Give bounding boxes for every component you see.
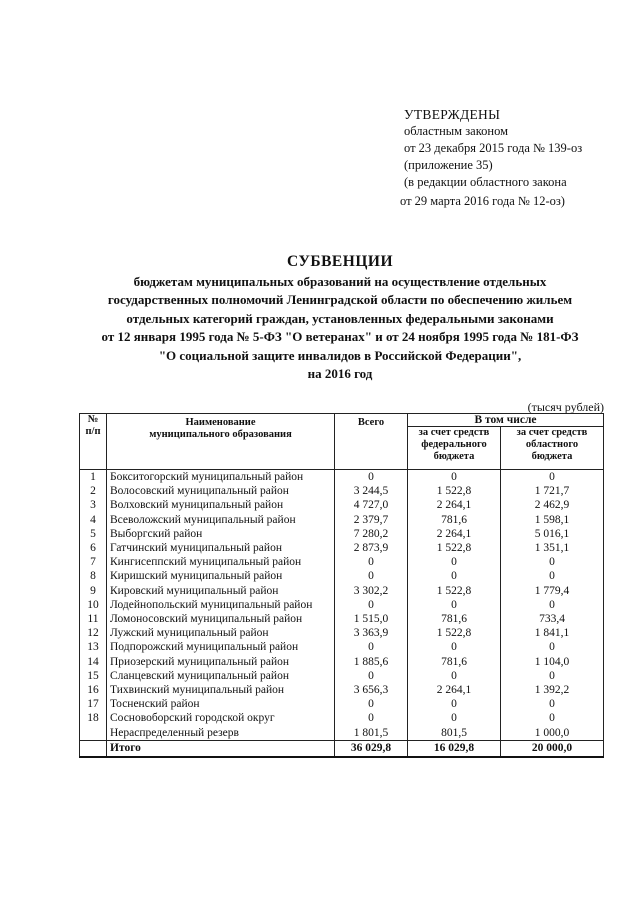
heading-line-2: государственных полномочий Ленинградской области по обеспечению жильем xyxy=(107,292,573,307)
row-federal: 1 522,8 xyxy=(408,484,501,498)
row-federal: 781,6 xyxy=(408,513,501,527)
row-name: Волховский муниципальный район xyxy=(107,498,335,512)
row-federal: 0 xyxy=(408,598,501,612)
row-regional: 1 841,1 xyxy=(501,626,604,640)
row-name: Всеволожский муниципальный район xyxy=(107,513,335,527)
row-total: 0 xyxy=(335,598,408,612)
table-row xyxy=(80,669,604,683)
row-total: 4 727,0 xyxy=(335,498,408,512)
table-row xyxy=(80,555,604,569)
table-row xyxy=(80,683,604,697)
row-regional: 0 xyxy=(501,470,604,485)
row-num: 5 xyxy=(80,527,107,541)
row-total: 1 515,0 xyxy=(335,612,408,626)
row-total: 3 656,3 xyxy=(335,683,408,697)
row-total: 0 xyxy=(335,669,408,683)
table-row xyxy=(80,598,604,612)
table-row xyxy=(80,513,604,527)
row-num: 16 xyxy=(80,683,107,697)
row-num: 9 xyxy=(80,584,107,598)
row-regional: 1 392,2 xyxy=(501,683,604,697)
row-name: Лодейнопольский муниципальный район xyxy=(107,598,335,612)
table-body xyxy=(80,470,604,741)
approval-title: УТВЕРЖДЕНЫ xyxy=(404,107,501,122)
table-row xyxy=(80,697,604,711)
row-federal: 1 522,8 xyxy=(408,584,501,598)
row-federal: 0 xyxy=(408,470,501,485)
row-num: 3 xyxy=(80,498,107,512)
row-regional: 0 xyxy=(501,569,604,583)
heading-line-3: отдельных категорий граждан, установленных федеральными законами xyxy=(126,310,554,326)
row-total: 3 244,5 xyxy=(335,484,408,498)
row-total: 0 xyxy=(335,555,408,569)
row-federal: 2 264,1 xyxy=(408,527,501,541)
total-sum: 36 029,8 xyxy=(335,740,408,757)
header-including: В том числе xyxy=(408,414,604,427)
approval-line-5: от 29 марта 2016 года № 12-оз) xyxy=(400,194,565,208)
heading-line-1: бюджетам муниципальных образований на осуществление отдельных xyxy=(133,273,547,289)
header-name: Наименование муниципального образования xyxy=(107,414,335,470)
row-name: Тосненский район xyxy=(107,697,335,711)
approval-line-3: (приложение 35) xyxy=(404,158,493,172)
table-row xyxy=(80,569,604,583)
row-regional: 1 351,1 xyxy=(501,541,604,555)
row-num: 10 xyxy=(80,598,107,612)
row-federal: 1 522,8 xyxy=(408,626,501,640)
row-num: 8 xyxy=(80,569,107,583)
row-num: 7 xyxy=(80,555,107,569)
row-num: 6 xyxy=(80,541,107,555)
row-regional: 1 000,0 xyxy=(501,726,604,741)
row-regional: 0 xyxy=(501,711,604,725)
row-name: Бокситогорский муниципальный район xyxy=(107,470,335,485)
row-federal: 781,6 xyxy=(408,612,501,626)
row-num: 12 xyxy=(80,626,107,640)
heading-line-4: от 12 января 1995 года № 5-ФЗ "О ветеранах" и от 24 ноября 1995 года № 181-ФЗ xyxy=(101,329,579,344)
row-num: 1 xyxy=(80,470,107,485)
row-name: Подпорожский муниципальный район xyxy=(107,640,335,654)
row-federal: 1 522,8 xyxy=(408,541,501,555)
row-regional: 2 462,9 xyxy=(501,498,604,512)
row-name: Приозерский муниципальный район xyxy=(107,655,335,669)
row-num: 15 xyxy=(80,669,107,683)
table-total-row xyxy=(80,740,604,757)
row-name: Киришский муниципальный район xyxy=(107,569,335,583)
heading-line-6: на 2016 год xyxy=(307,366,373,381)
row-regional: 0 xyxy=(501,598,604,612)
row-num: 2 xyxy=(80,484,107,498)
table-row xyxy=(80,655,604,669)
row-regional: 0 xyxy=(501,669,604,683)
row-total: 7 280,2 xyxy=(335,527,408,541)
row-num: 13 xyxy=(80,640,107,654)
row-federal: 0 xyxy=(408,555,501,569)
row-num: 11 xyxy=(80,612,107,626)
row-federal: 2 264,1 xyxy=(408,683,501,697)
row-name: Нераспределенный резерв xyxy=(107,726,335,741)
row-federal: 0 xyxy=(408,569,501,583)
row-total: 2 379,7 xyxy=(335,513,408,527)
subsidy-table xyxy=(79,413,604,758)
row-total: 3 363,9 xyxy=(335,626,408,640)
total-federal: 16 029,8 xyxy=(408,740,501,757)
row-total: 3 302,2 xyxy=(335,584,408,598)
row-name: Волосовский муниципальный район xyxy=(107,484,335,498)
row-name: Ломоносовский муниципальный район xyxy=(107,612,335,626)
header-regional: за счет средств областного бюджета xyxy=(501,427,604,470)
row-total: 1 801,5 xyxy=(335,726,408,741)
row-num: 4 xyxy=(80,513,107,527)
row-total: 0 xyxy=(335,697,408,711)
row-regional: 1 104,0 xyxy=(501,655,604,669)
row-federal: 0 xyxy=(408,711,501,725)
row-num: 14 xyxy=(80,655,107,669)
total-num-cell xyxy=(80,740,107,757)
table-row xyxy=(80,640,604,654)
row-name: Тихвинский муниципальный район xyxy=(107,683,335,697)
table-row xyxy=(80,527,604,541)
approval-line-2: от 23 декабря 2015 года № 139-оз xyxy=(404,141,583,155)
table-row xyxy=(80,484,604,498)
heading-line-5: "О социальной защите инвалидов в Российской Федерации", xyxy=(158,347,522,363)
row-num: 18 xyxy=(80,711,107,725)
document-heading xyxy=(70,253,610,384)
row-name: Выборгский район xyxy=(107,527,335,541)
row-total: 0 xyxy=(335,640,408,654)
table-row xyxy=(80,498,604,512)
row-federal: 2 264,1 xyxy=(408,498,501,512)
row-total: 2 873,9 xyxy=(335,541,408,555)
table-row xyxy=(80,470,604,485)
row-name: Сосновоборский городской округ xyxy=(107,711,335,725)
row-name: Гатчинский муниципальный район xyxy=(107,541,335,555)
row-regional: 5 016,1 xyxy=(501,527,604,541)
table-row xyxy=(80,711,604,725)
row-total: 0 xyxy=(335,470,408,485)
header-federal: за счет средств федерального бюджета xyxy=(408,427,501,470)
row-total: 0 xyxy=(335,569,408,583)
table-row xyxy=(80,726,604,741)
table-row xyxy=(80,626,604,640)
table-row xyxy=(80,612,604,626)
row-federal: 0 xyxy=(408,697,501,711)
row-regional: 0 xyxy=(501,555,604,569)
row-name: Кингисеппский муниципальный район xyxy=(107,555,335,569)
row-num xyxy=(80,726,107,741)
row-num: 17 xyxy=(80,697,107,711)
row-name: Лужский муниципальный район xyxy=(107,626,335,640)
document-title: СУБВЕНЦИИ xyxy=(286,253,393,270)
row-regional: 733,4 xyxy=(501,612,604,626)
row-regional: 1 598,1 xyxy=(501,513,604,527)
total-regional: 20 000,0 xyxy=(501,740,604,757)
header-total: Всего xyxy=(335,414,408,470)
approval-line-1: областным законом xyxy=(404,124,509,138)
units-label: (тысяч рублей) xyxy=(527,400,604,414)
row-total: 1 885,6 xyxy=(335,655,408,669)
row-name: Сланцевский муниципальный район xyxy=(107,669,335,683)
approval-line-4: (в редакции областного закона xyxy=(404,175,567,189)
approval-block xyxy=(400,106,583,210)
row-name: Кировский муниципальный район xyxy=(107,584,335,598)
row-regional: 1 721,7 xyxy=(501,484,604,498)
row-federal: 781,6 xyxy=(408,655,501,669)
row-federal: 801,5 xyxy=(408,726,501,741)
row-regional: 0 xyxy=(501,697,604,711)
total-label: Итого xyxy=(107,740,335,757)
header-num: № п/п xyxy=(80,414,107,470)
row-regional: 0 xyxy=(501,640,604,654)
row-regional: 1 779,4 xyxy=(501,584,604,598)
row-federal: 0 xyxy=(408,669,501,683)
row-federal: 0 xyxy=(408,640,501,654)
table-row xyxy=(80,541,604,555)
table-row xyxy=(80,584,604,598)
row-total: 0 xyxy=(335,711,408,725)
